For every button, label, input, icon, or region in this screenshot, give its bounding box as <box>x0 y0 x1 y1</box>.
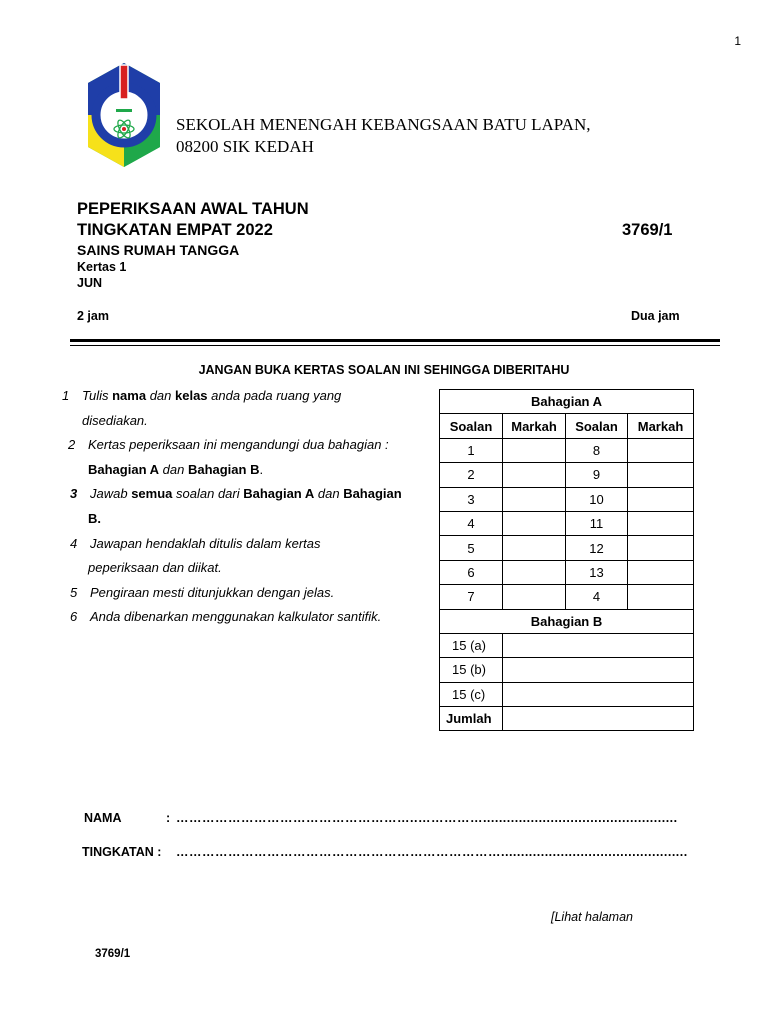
instructions <box>62 384 432 630</box>
column-header: Markah <box>503 414 566 438</box>
table-row <box>440 633 694 657</box>
mark-cell[interactable] <box>628 585 694 609</box>
paper-code: 3769/1 <box>622 221 673 239</box>
mark-cell[interactable] <box>628 487 694 511</box>
duration-short: 2 jam <box>77 309 109 323</box>
mark-cell[interactable] <box>503 463 566 487</box>
total-label: Jumlah <box>440 707 503 731</box>
instruction-4: 4 Jawapan hendaklah ditulis dalam kertas <box>70 535 321 551</box>
instruction-2: 2 Kertas peperiksaan ini mengandungi dua bahagian : <box>68 437 389 453</box>
mark-cell[interactable] <box>503 487 566 511</box>
table-row <box>440 560 694 584</box>
paper-number: Kertas 1 <box>77 260 127 274</box>
table-row <box>440 511 694 535</box>
school-logo <box>88 63 160 167</box>
instruction-1-cont: disediakan. <box>82 412 148 428</box>
mark-cell[interactable] <box>503 682 694 706</box>
section-a-heading: Bahagian A <box>440 390 694 414</box>
question-number-cell: 13 <box>566 560 628 584</box>
page-number: 1 <box>734 34 741 48</box>
name-colon: : <box>166 811 171 825</box>
marks-table <box>439 389 694 731</box>
question-number-cell: 6 <box>440 560 503 584</box>
name-label: NAMA <box>84 811 122 825</box>
instruction-2-cont: Bahagian A dan Bahagian B. <box>88 461 264 477</box>
table-row <box>440 658 694 682</box>
mark-cell[interactable] <box>628 536 694 560</box>
do-not-open-warning: JANGAN BUKA KERTAS SOALAN INI SEHINGGA DIBERITAHU <box>198 363 570 377</box>
table-row <box>440 536 694 560</box>
divider-thick <box>70 339 720 342</box>
question-number-cell: 4 <box>566 585 628 609</box>
mark-cell[interactable] <box>503 633 694 657</box>
column-header: Markah <box>628 414 694 438</box>
column-header: Soalan <box>566 414 628 438</box>
table-row <box>440 682 694 706</box>
footer-paper-code: 3769/1 <box>95 948 131 960</box>
table-row <box>440 707 694 731</box>
exam-title: PEPERIKSAAN AWAL TAHUN <box>77 200 309 218</box>
table-row <box>440 487 694 511</box>
mark-cell[interactable] <box>628 511 694 535</box>
name-input-line[interactable]: ………………………………………………..……………................................................. <box>176 811 678 825</box>
subject-name: SAINS RUMAH TANGGA <box>77 242 240 258</box>
mark-cell[interactable] <box>503 585 566 609</box>
mark-cell[interactable] <box>503 438 566 462</box>
question-number-cell: 9 <box>566 463 628 487</box>
divider-thin <box>70 345 720 346</box>
mark-cell[interactable] <box>628 438 694 462</box>
question-number-cell: 15 (a) <box>440 633 503 657</box>
question-number-cell: 2 <box>440 463 503 487</box>
mark-cell[interactable] <box>628 560 694 584</box>
instruction-3: 3 Jawab semua soalan dari Bahagian A dan Bahagian <box>70 486 402 502</box>
instruction-3-cont: B. <box>88 510 101 526</box>
see-next-page-note: [Lihat halaman <box>551 910 634 924</box>
question-number-cell: 1 <box>440 438 503 462</box>
question-number-cell: 10 <box>566 487 628 511</box>
question-number-cell: 5 <box>440 536 503 560</box>
section-b-heading: Bahagian B <box>440 609 694 633</box>
school-name-line1: SEKOLAH MENENGAH KEBANGSAAN BATU LAPAN, <box>176 115 591 134</box>
table-row <box>440 609 694 633</box>
form-label: TINGKATAN : <box>82 845 162 859</box>
school-address: 08200 SIK KEDAH <box>176 137 314 156</box>
column-header: Soalan <box>440 414 503 438</box>
total-mark-cell[interactable] <box>503 707 694 731</box>
question-number-cell: 7 <box>440 585 503 609</box>
mark-cell[interactable] <box>503 511 566 535</box>
mark-cell[interactable] <box>503 536 566 560</box>
question-number-cell: 8 <box>566 438 628 462</box>
duration-long: Dua jam <box>631 309 680 323</box>
instruction-1: 1 Tulis nama dan kelas anda pada ruang yang <box>62 388 342 403</box>
question-number-cell: 3 <box>440 487 503 511</box>
instruction-5: 5 Pengiraan mesti ditunjukkan dengan jelas. <box>70 584 335 600</box>
school-name <box>176 114 590 158</box>
question-number-cell: 12 <box>566 536 628 560</box>
table-row <box>440 585 694 609</box>
question-number-cell: 15 (c) <box>440 682 503 706</box>
instruction-4-cont: peperiksaan dan diikat. <box>88 560 222 576</box>
exam-form: TINGKATAN EMPAT 2022 <box>77 221 273 239</box>
question-number-cell: 11 <box>566 511 628 535</box>
question-number-cell: 4 <box>440 511 503 535</box>
table-row <box>440 438 694 462</box>
form-input-line[interactable]: …………………………………………………………………............................................... <box>176 845 688 859</box>
mark-cell[interactable] <box>503 658 694 682</box>
mark-cell[interactable] <box>628 463 694 487</box>
exam-month: JUN <box>77 276 103 290</box>
mark-cell[interactable] <box>503 560 566 584</box>
instruction-6: 6 Anda dibenarkan menggunakan kalkulator santifik. <box>70 609 382 625</box>
question-number-cell: 15 (b) <box>440 658 503 682</box>
table-row <box>440 463 694 487</box>
